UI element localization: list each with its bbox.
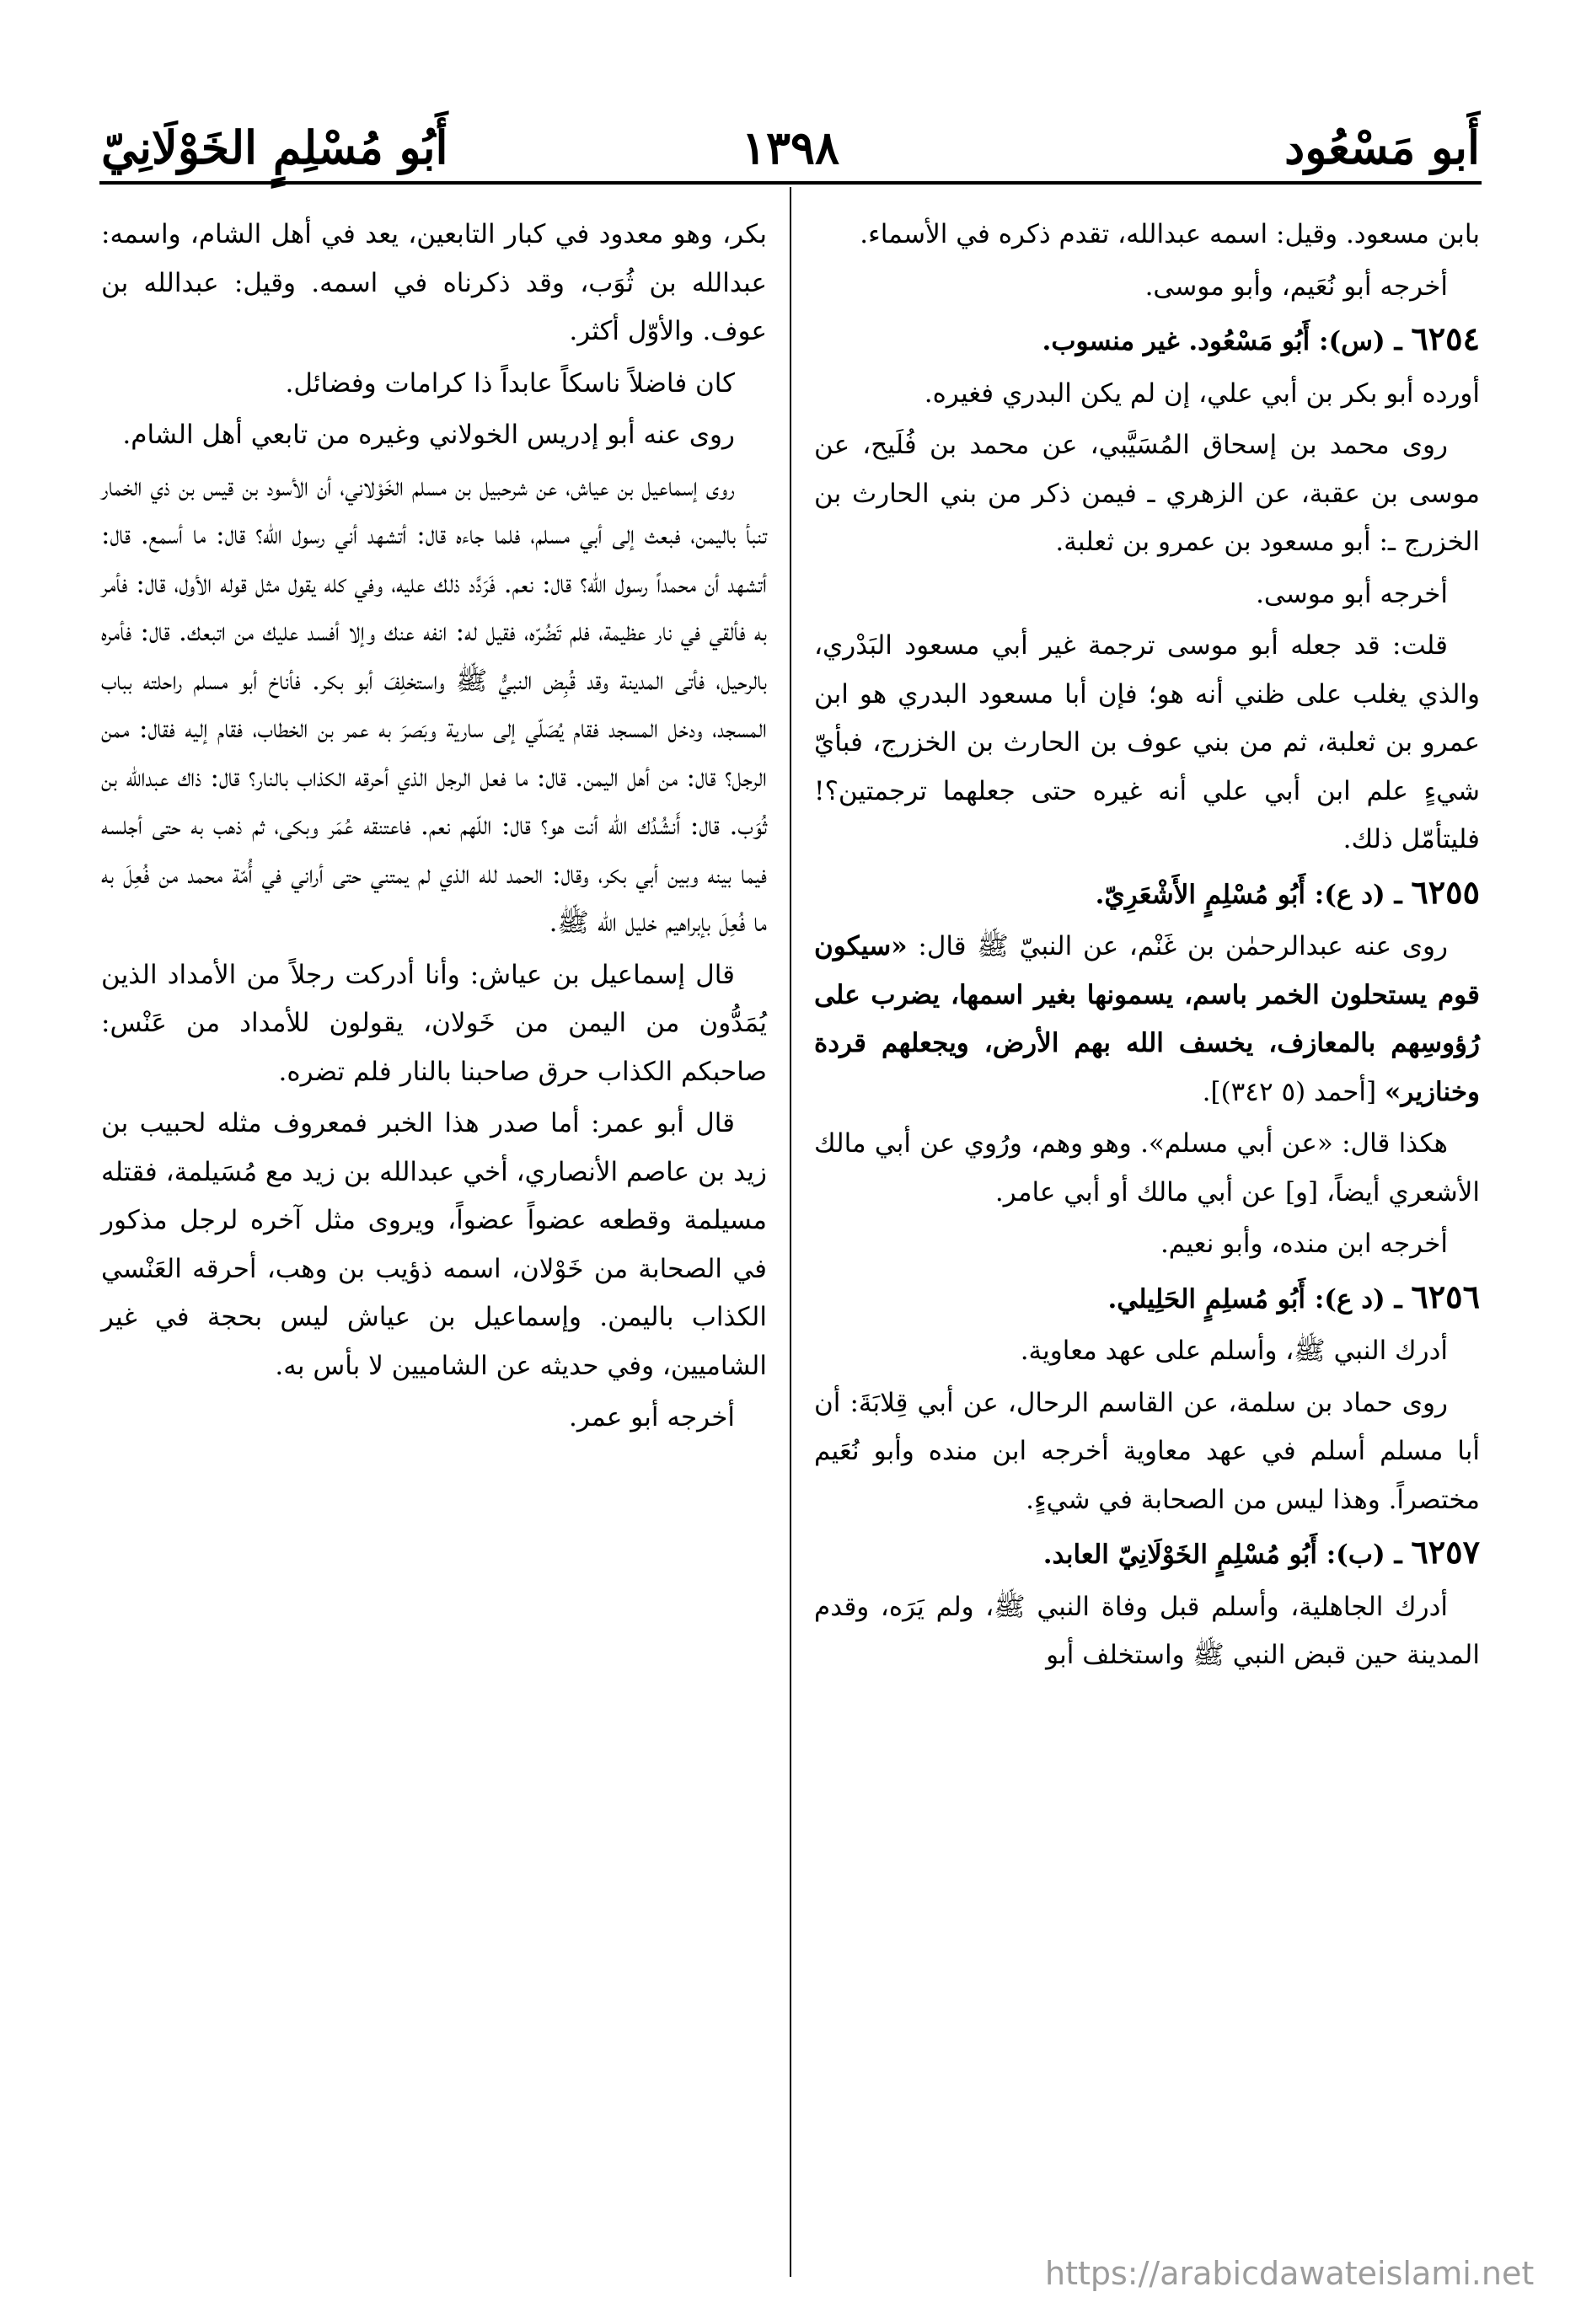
paragraph: أدرك الجاهلية، وأسلم قبل وفاة النبي ﷺ، ولم يَرَه، وقدم المدينة حين قبض النبي ﷺ واستخلف أبو: [814, 1591, 1480, 1670]
paragraph: كان فاضلاً ناسكاً عابداً ذا كرامات وفضائل.: [285, 367, 735, 399]
paragraph: قال إسماعيل بن عياش: وأنا أدركت رجلاً من الأمداد الذين يُمَدُّون من اليمن من خَولان، يقولون للأمداد من عَنْس: صاحبكم الكذاب حرق صاحبنا بالنار فلم تضره.: [101, 959, 767, 1087]
paragraph: بابن مسعود. وقيل: اسمه عبدالله، تقدم ذكره في الأسماء.: [860, 219, 1480, 249]
entry-title: ـ (س): أَبُو مَسْعُود. غير منسوب.: [1042, 326, 1412, 356]
narration-text: روى عنه عبدالرحمٰن بن غَنْم، عن النبيّ ﷺ قال:: [918, 931, 1448, 961]
entry-number: ٦٢٥٥: [1411, 872, 1480, 911]
paragraph: أدرك النبي ﷺ، وأسلم على عهد معاوية.: [1020, 1336, 1448, 1366]
paragraph: روى محمد بن إسحاق المُسَيَّبي، عن محمد بن فُلَيح، عن موسى بن عقبة، عن الزهري ـ فيمن ذكر من بني الحارث بن الخزرج ـ: أبو مسعود بن عمرو بن ثعلبة.: [814, 430, 1480, 557]
hadith-reference: [أحمد (٥ ٣٤٢)].: [1202, 1076, 1385, 1107]
paragraph: روى عنه أبو إدريس الخولاني وغيره من تابعي أهل الشام.: [122, 420, 735, 450]
entry-title: ـ (د ع): أَبُو مُسلِمٍ الحَلِيلي.: [1107, 1283, 1412, 1315]
paragraph: قال أبو عمر: أما صدر هذا الخبر فمعروف مثله لحبيب بن زيد بن عاصم الأنصاري، أخي عبدالله بن زيد مع مُسَيلمة، فقتله مسيلمة وقطعه عضواً عضواً، ويروى مثل آخره لرجل مذكور في الصحابة من خَوْلان، اسمه ذؤيب بن وهب، أحرقه العَنْسي الكذاب باليمن. وإسماعيل بن عياش ليس بحجة في غير الشاميين، وفي حديثه عن الشاميين لا بأس به.: [101, 1108, 767, 1381]
header-rule: [99, 181, 1482, 185]
watermark-url: https://arabicdawateislami.net: [1045, 2255, 1535, 2292]
entry-title: ـ (د ع): أَبُو مُسْلِمٍ الأَشْعَرِيّ.: [1095, 879, 1412, 910]
paragraph: روى إسماعيل بن عياش، عن شرحبيل بن مسلم الخَوْلاني، أن الأسود بن قيس بن ذي الخمار تنبأ باليمن، فبعث إلى أبي مسلم، فلما جاءه قال: أتشهد أني رسول الله؟ قال: ما أسمع. قال: أتشهد أن محمداً رسول الله؟ قال: نعم. فَرَدَّد ذلك عليه، وفي كله يقول مثل قوله الأول، قال: فأمر به فألقي في نار عظيمة، فلم تَضُرّه، فقيل له: انفه عنك وإلا أفسد عليك من اتبعك. قال: فأمره بالرحيل، فأتى المدينة وقد قُبِض النبيُّ ﷺ واستخلِفَ أبو بكر. فأناخ أبو مسلم راحلته بباب المسجد، ودخل المسجد فقام يُصَلّي إلى سارية وبَصرَ به عمر بن الخطاب، فقام إليه فقال: ممن الرجل؟ قال: من أهل اليمن. قال: ما فعل الرجل الذي أحرقه الكذاب بالنار؟ قال: ذاك عبدالله بن ثُوَب. قال: أَنشُدُك الله أنت هو؟ قال: اللّهم نعم. فاعتنقه عُمَر وبكى، ثم ذهب به حتى أجلسه فيما بينه وبين أبي بكر، وقال: الحمد لله الذي لم يمتني حتى أراني في أُمّة محمد من فُعِلَ به ما فُعِلَ بإبراهيم خليل الله ﷺ.: [101, 471, 767, 938]
entry-number: ٦٢٥٤: [1411, 319, 1480, 357]
column-divider: [790, 187, 791, 2277]
paragraph: أخرجه أبو نُعَيم، وأبو موسى.: [1144, 270, 1448, 302]
paragraph: بكر، وهو معدود في كبار التابعين، يعد في أهل الشام، واسمه: عبدالله بن ثُوَب، وقد ذكرناه في اسمه. وقيل: عبدالله بن عوف. والأوّل أكثر.: [101, 219, 767, 346]
entry-heading-6257: [814, 1528, 1480, 1580]
entry-number: ٦٢٥٧: [1411, 1533, 1480, 1571]
entry-number: ٦٢٥٦: [1411, 1277, 1480, 1315]
left-column: [101, 211, 767, 1446]
paragraph: أخرجه أبو عمر.: [568, 1402, 735, 1432]
running-head-left: أَبُو مُسْلِمٍ الخَوْلَانِيّ: [101, 120, 448, 174]
hadith-text: «سيكون قوم يستحلون الخمر باسم، يسمونها بغير اسمها، يضرب على رُؤوسِهم بالمعازف، يخسف الله بهم الأرض، ويجعلهم قردة وخنازير»: [814, 931, 1481, 1107]
entry-title: ـ (ب): أَبُو مُسْلِمٍ الخَوْلَانِيّ العابد.: [1042, 1540, 1412, 1570]
right-column: [814, 211, 1480, 1684]
entry-heading-6256: [814, 1272, 1480, 1325]
page-number: ١٣٩٨: [741, 120, 840, 174]
entry-heading-6254: [814, 314, 1480, 367]
paragraph: أورده أبو بكر بن أبي علي، إن لم يكن البدري فغيره.: [924, 378, 1480, 409]
entry-heading-6255: [814, 868, 1480, 920]
running-head-right: أَبو مَسْعُود: [1284, 120, 1480, 174]
paragraph: قلت: قد جعله أبو موسى ترجمة غير أبي مسعود البَدْري، والذي يغلب على ظني أنه هو؛ فإن أبا مسعود البدري هو ابن عمرو بن ثعلبة، ثم من بني عوف بن الحارث بن الخزرج، فبأيّ شيءٍ علم ابن أبي علي أنه غيره حتى جعلهما ترجمتين؟! فليتأمّل ذلك.: [814, 630, 1480, 854]
paragraph: هكذا قال: «عن أبي مسلم». وهو وهم، ورُوي عن أبي مالك الأشعري أيضاً، [و] عن أبي مالك أو أبي عامر.: [814, 1128, 1480, 1208]
paragraph: أخرجه ابن منده، وأبو نعيم.: [1160, 1229, 1448, 1259]
paragraph: [814, 923, 1480, 1116]
paragraph: روى حماد بن سلمة، عن القاسم الرحال، عن أبي قِلابَةَ: أن أبا مسلم أسلم في عهد معاوية أخرجه ابن منده وأبو نُعَيم مختصراً. وهذا ليس من الصحابة في شيءٍ.: [814, 1387, 1480, 1515]
paragraph: أخرجه أبو موسى.: [1256, 578, 1448, 609]
